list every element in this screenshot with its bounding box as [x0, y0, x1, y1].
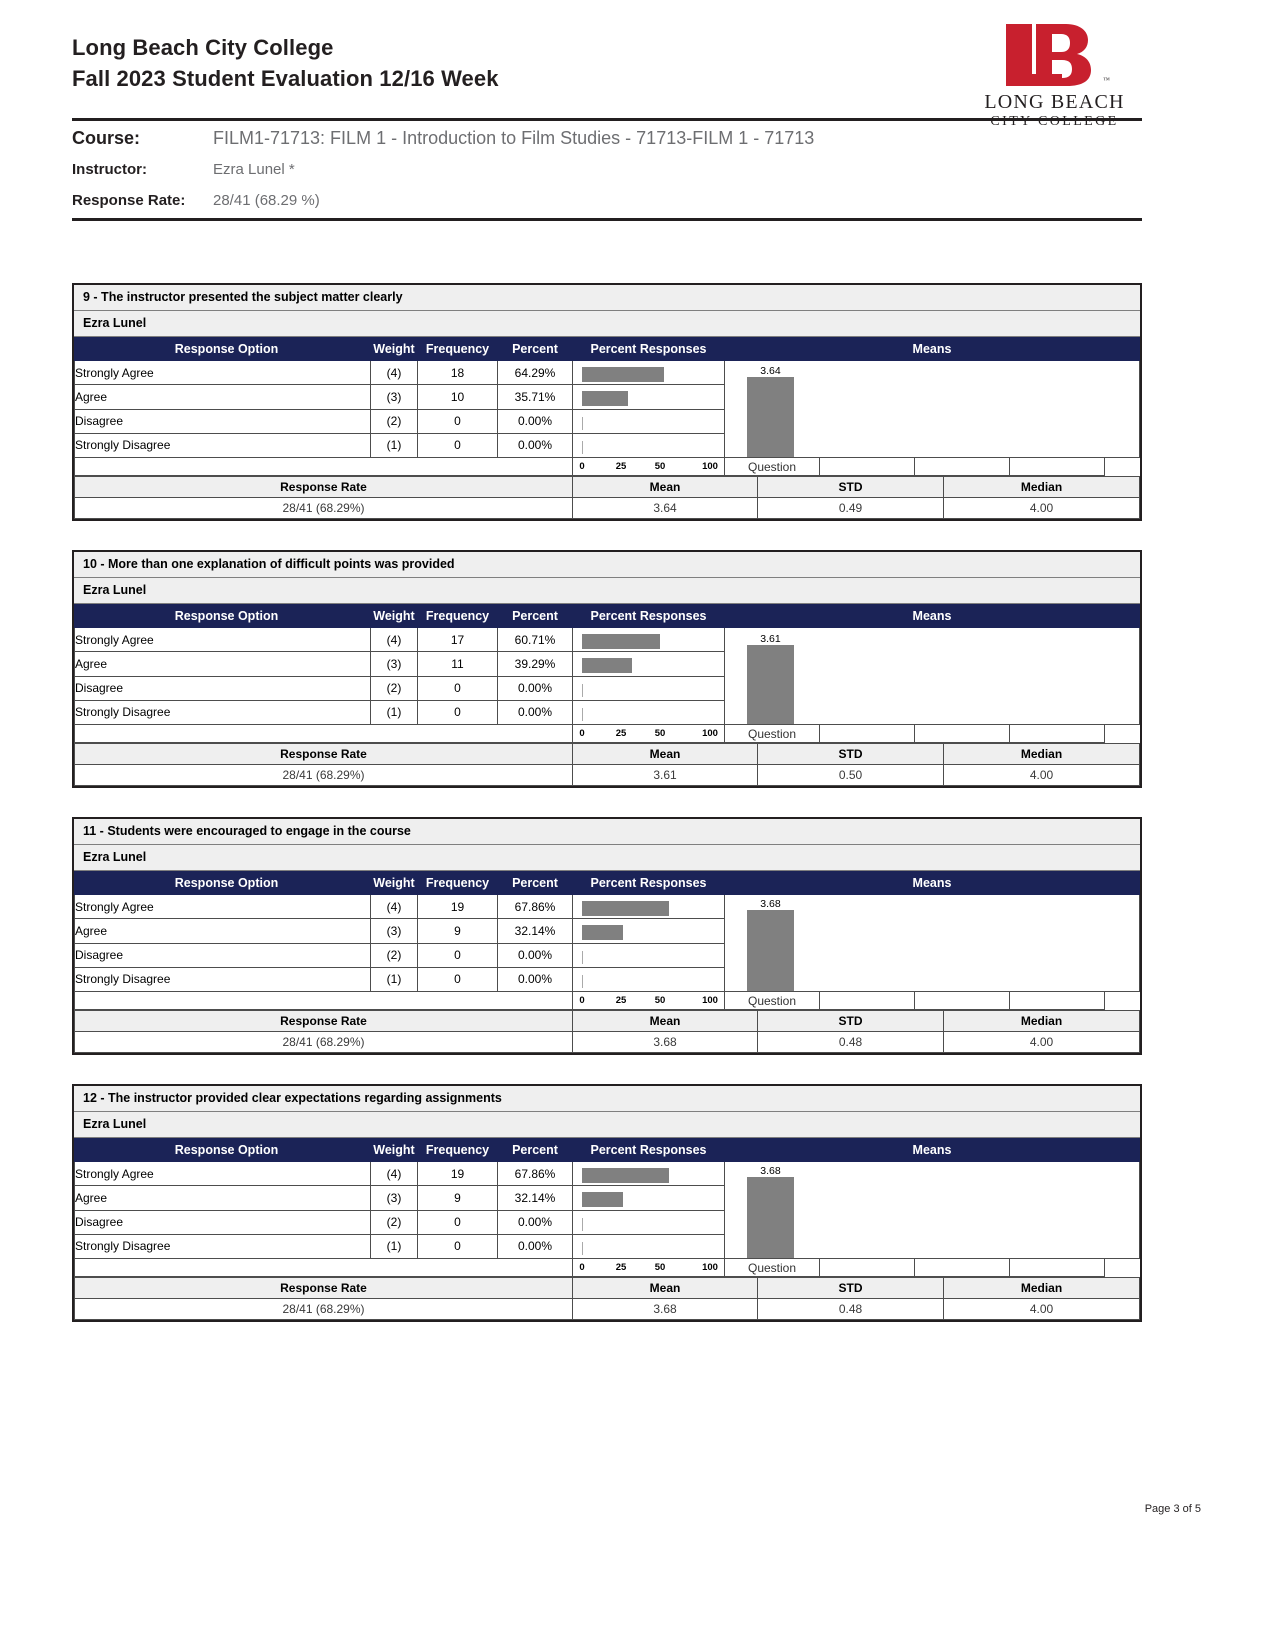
col-header-percent-responses: Percent Responses: [573, 872, 725, 895]
summary-values-row: [75, 1299, 1140, 1320]
axis-tick-25: 25: [615, 995, 627, 1006]
col-header-means: Means: [725, 872, 1140, 895]
means-axis-empty-cell: [820, 992, 915, 1010]
cell-weight: (2): [371, 943, 418, 967]
col-header-percent-responses: Percent Responses: [573, 338, 725, 361]
percent-response-bar: [582, 391, 628, 406]
summary-value-std: 0.49: [758, 498, 944, 519]
summary-header-std: STD: [758, 1278, 944, 1299]
cell-percent: 0.00%: [498, 1210, 573, 1234]
means-axis-empty-cell: [915, 1259, 1010, 1277]
cell-percent: 0.00%: [498, 967, 573, 991]
percent-response-bar: [582, 975, 583, 988]
means-axis-question-label: Question: [725, 1259, 820, 1277]
axis-tick-100: 100: [702, 995, 718, 1006]
cell-response-option: Disagree: [75, 1210, 371, 1234]
summary-header-std: STD: [758, 1011, 944, 1032]
means-axis-empty-cell: [820, 1259, 915, 1277]
means-chart-cell: [725, 1162, 1140, 1259]
cell-percent: 35.71%: [498, 385, 573, 409]
table-row: [75, 895, 1140, 919]
report-title: Fall 2023 Student Evaluation 12/16 Week: [72, 66, 499, 91]
summary-header-mean: Mean: [573, 1011, 758, 1032]
mean-value-bar: [747, 645, 794, 724]
cell-weight: (3): [371, 919, 418, 943]
course-label: Course:: [72, 128, 141, 148]
summary-value-mean: 3.68: [573, 1299, 758, 1320]
cell-frequency: 9: [418, 919, 498, 943]
col-header-frequency: Frequency: [418, 338, 498, 361]
percent-response-bar: [582, 634, 660, 649]
question-title: 9 - The instructor presented the subject matter clearly: [74, 285, 1140, 311]
axis-tick-50: 50: [654, 461, 666, 472]
col-header-frequency: Frequency: [418, 872, 498, 895]
response-rate-label: Response Rate:: [72, 192, 186, 209]
percent-response-bar-cell: [573, 361, 725, 385]
axis-tick-0: 0: [579, 995, 585, 1006]
cell-frequency: 0: [418, 943, 498, 967]
summary-value-mean: 3.61: [573, 765, 758, 786]
cell-weight: (3): [371, 1186, 418, 1210]
percent-response-bar: [582, 441, 583, 454]
table-header-row: [75, 338, 1140, 361]
logo-text-city-college: CITY COLLEGE: [990, 114, 1119, 129]
cell-response-option: Strongly Agree: [75, 361, 371, 385]
percent-response-bar: [582, 1168, 669, 1183]
cell-weight: (4): [371, 1162, 418, 1186]
question-title: 11 - Students were encouraged to engage in the course: [74, 819, 1140, 845]
header-divider-top: [72, 118, 1142, 121]
percent-response-bar: [582, 1192, 623, 1207]
summary-value-mean: 3.64: [573, 498, 758, 519]
chart-axis-row: [75, 725, 1140, 743]
table-header-row: [75, 1139, 1140, 1162]
axis-spacer: [75, 992, 573, 1010]
cell-weight: (1): [371, 967, 418, 991]
summary-value-response-rate: 28/41 (68.29%): [75, 1299, 573, 1320]
course-row: [72, 128, 1142, 161]
means-axis-empty-cell: [915, 725, 1010, 743]
cell-response-option: Disagree: [75, 676, 371, 700]
col-header-response-option: Response Option: [75, 872, 371, 895]
col-header-weight: Weight: [371, 872, 418, 895]
summary-table: [74, 743, 1140, 786]
cell-frequency: 19: [418, 895, 498, 919]
summary-value-std: 0.50: [758, 765, 944, 786]
chart-axis-row: [75, 992, 1140, 1010]
cell-response-option: Agree: [75, 652, 371, 676]
summary-header-response-rate: Response Rate: [75, 477, 573, 498]
summary-header-row: [75, 744, 1140, 765]
percent-response-bar: [582, 925, 623, 940]
means-axis-question-label: Question: [725, 458, 820, 476]
col-header-weight: Weight: [371, 605, 418, 628]
means-axis-empty-cell: [915, 992, 1010, 1010]
percent-response-bar-cell: [573, 433, 725, 457]
summary-table: [74, 1277, 1140, 1320]
axis-spacer: [75, 725, 573, 743]
means-axis-empty-cell: [820, 458, 915, 476]
summary-value-median: 4.00: [944, 1032, 1140, 1053]
mean-value-bar: [747, 910, 794, 991]
percent-response-bar-cell: [573, 895, 725, 919]
axis-tick-100: 100: [702, 1262, 718, 1273]
axis-tick-50: 50: [654, 728, 666, 739]
mean-value-label: 3.68: [760, 1165, 781, 1178]
cell-percent: 67.86%: [498, 895, 573, 919]
summary-value-mean: 3.68: [573, 1032, 758, 1053]
col-header-means: Means: [725, 338, 1140, 361]
question-blocks: [72, 283, 1142, 1351]
question-instructor-name: Ezra Lunel: [74, 845, 1140, 871]
summary-header-mean: Mean: [573, 1278, 758, 1299]
summary-value-response-rate: 28/41 (68.29%): [75, 498, 573, 519]
percent-response-bar: [582, 1242, 583, 1255]
table-row: [75, 361, 1140, 385]
cell-response-option: Strongly Agree: [75, 1162, 371, 1186]
col-header-percent: Percent: [498, 338, 573, 361]
mean-value-bar: [747, 377, 794, 457]
cell-weight: (4): [371, 895, 418, 919]
percent-response-bar: [582, 951, 583, 964]
summary-header-mean: Mean: [573, 744, 758, 765]
cell-weight: (1): [371, 1234, 418, 1258]
summary-header-row: [75, 1278, 1140, 1299]
percent-response-bar-cell: [573, 943, 725, 967]
axis-tick-50: 50: [654, 995, 666, 1006]
summary-header-response-rate: Response Rate: [75, 1278, 573, 1299]
col-header-frequency: Frequency: [418, 1139, 498, 1162]
axis-tick-25: 25: [615, 1262, 627, 1273]
cell-frequency: 0: [418, 967, 498, 991]
col-header-response-option: Response Option: [75, 338, 371, 361]
course-value: FILM1-71713: FILM 1 - Introduction to Film Studies - 71713-FILM 1 - 71713: [213, 128, 815, 148]
col-header-response-option: Response Option: [75, 1139, 371, 1162]
question-block: [72, 283, 1142, 521]
percent-response-bar: [582, 684, 583, 697]
percent-response-bar-cell: [573, 628, 725, 652]
percent-response-bar-cell: [573, 1162, 725, 1186]
instructor-row: [72, 161, 1142, 192]
cell-frequency: 18: [418, 361, 498, 385]
summary-header-median: Median: [944, 1278, 1140, 1299]
cell-frequency: 17: [418, 628, 498, 652]
cell-frequency: 0: [418, 676, 498, 700]
col-header-means: Means: [725, 1139, 1140, 1162]
cell-frequency: 11: [418, 652, 498, 676]
cell-percent: 0.00%: [498, 1234, 573, 1258]
table-row: [75, 1162, 1140, 1186]
cell-response-option: Strongly Agree: [75, 895, 371, 919]
percent-response-bar: [582, 658, 632, 673]
cell-weight: (4): [371, 361, 418, 385]
cell-weight: (2): [371, 409, 418, 433]
question-title: 10 - More than one explanation of difficult points was provided: [74, 552, 1140, 578]
means-chart-cell: [725, 361, 1140, 458]
cell-frequency: 19: [418, 1162, 498, 1186]
col-header-percent-responses: Percent Responses: [573, 1139, 725, 1162]
means-axis-question-label: Question: [725, 992, 820, 1010]
axis-tick-25: 25: [615, 728, 627, 739]
instructor-value: Ezra Lunel *: [213, 161, 295, 178]
means-axis-empty-cell: [1010, 1259, 1105, 1277]
axis-tick-50: 50: [654, 1262, 666, 1273]
percent-response-bar-cell: [573, 1234, 725, 1258]
course-meta: [72, 128, 1142, 223]
percent-response-bar: [582, 417, 583, 430]
percent-response-bar-cell: [573, 652, 725, 676]
col-header-percent-responses: Percent Responses: [573, 605, 725, 628]
summary-header-response-rate: Response Rate: [75, 744, 573, 765]
lbcc-logo: [967, 24, 1142, 130]
question-title: 12 - The instructor provided clear expectations regarding assignments: [74, 1086, 1140, 1112]
cell-response-option: Disagree: [75, 409, 371, 433]
question-block: [72, 1084, 1142, 1322]
summary-values-row: [75, 498, 1140, 519]
mean-value-label: 3.64: [760, 364, 781, 377]
means-axis-empty-cell: [1010, 992, 1105, 1010]
cell-percent: 0.00%: [498, 943, 573, 967]
response-rate-value: 28/41 (68.29 %): [213, 192, 320, 209]
summary-header-row: [75, 477, 1140, 498]
header-divider-bottom: [72, 218, 1142, 221]
cell-weight: (3): [371, 385, 418, 409]
cell-weight: (2): [371, 676, 418, 700]
means-axis-empty-cell: [1010, 725, 1105, 743]
response-table: [74, 1138, 1140, 1277]
response-table: [74, 871, 1140, 1010]
mean-value-bar: [747, 1177, 794, 1258]
percent-axis-ticks: [573, 1259, 725, 1277]
cell-frequency: 10: [418, 385, 498, 409]
cell-percent: 0.00%: [498, 433, 573, 457]
summary-value-response-rate: 28/41 (68.29%): [75, 765, 573, 786]
summary-header-response-rate: Response Rate: [75, 1011, 573, 1032]
summary-header-std: STD: [758, 477, 944, 498]
summary-values-row: [75, 1032, 1140, 1053]
col-header-weight: Weight: [371, 338, 418, 361]
percent-axis-ticks: [573, 725, 725, 743]
svg-text:™: ™: [1102, 76, 1110, 84]
col-header-weight: Weight: [371, 1139, 418, 1162]
cell-weight: (4): [371, 628, 418, 652]
cell-response-option: Strongly Disagree: [75, 433, 371, 457]
cell-percent: 39.29%: [498, 652, 573, 676]
cell-weight: (2): [371, 1210, 418, 1234]
instructor-label: Instructor:: [72, 161, 147, 178]
percent-axis-ticks: [573, 992, 725, 1010]
summary-header-std: STD: [758, 744, 944, 765]
summary-value-response-rate: 28/41 (68.29%): [75, 1032, 573, 1053]
cell-response-option: Strongly Disagree: [75, 967, 371, 991]
means-axis-question-label: Question: [725, 725, 820, 743]
chart-axis-row: [75, 458, 1140, 476]
question-block: [72, 550, 1142, 788]
question-block: [72, 817, 1142, 1055]
cell-response-option: Strongly Agree: [75, 628, 371, 652]
means-chart-cell: [725, 895, 1140, 992]
cell-weight: (3): [371, 652, 418, 676]
cell-weight: (1): [371, 700, 418, 724]
summary-header-median: Median: [944, 477, 1140, 498]
question-instructor-name: Ezra Lunel: [74, 311, 1140, 337]
summary-header-median: Median: [944, 1011, 1140, 1032]
col-header-means: Means: [725, 605, 1140, 628]
cell-response-option: Agree: [75, 385, 371, 409]
cell-response-option: Disagree: [75, 943, 371, 967]
percent-response-bar: [582, 708, 583, 721]
axis-spacer: [75, 458, 573, 476]
axis-tick-25: 25: [615, 461, 627, 472]
percent-response-bar-cell: [573, 409, 725, 433]
summary-values-row: [75, 765, 1140, 786]
means-axis-empty-cell: [820, 725, 915, 743]
percent-response-bar: [582, 1218, 583, 1231]
page-footer: Page 3 of 5: [1144, 1503, 1201, 1515]
summary-table: [74, 476, 1140, 519]
axis-spacer: [75, 1259, 573, 1277]
cell-percent: 0.00%: [498, 700, 573, 724]
institution-name: Long Beach City College: [72, 35, 334, 60]
lb-monogram-icon: [967, 24, 1142, 88]
cell-percent: 64.29%: [498, 361, 573, 385]
table-header-row: [75, 605, 1140, 628]
cell-percent: 0.00%: [498, 676, 573, 700]
summary-value-std: 0.48: [758, 1299, 944, 1320]
axis-tick-100: 100: [702, 461, 718, 472]
axis-tick-0: 0: [579, 461, 585, 472]
mean-value-label: 3.61: [760, 632, 781, 645]
percent-response-bar-cell: [573, 385, 725, 409]
cell-frequency: 0: [418, 1234, 498, 1258]
cell-frequency: 0: [418, 1210, 498, 1234]
percent-response-bar-cell: [573, 700, 725, 724]
cell-frequency: 9: [418, 1186, 498, 1210]
axis-tick-0: 0: [579, 1262, 585, 1273]
question-instructor-name: Ezra Lunel: [74, 1112, 1140, 1138]
cell-percent: 0.00%: [498, 409, 573, 433]
cell-weight: (1): [371, 433, 418, 457]
cell-frequency: 0: [418, 700, 498, 724]
col-header-percent: Percent: [498, 872, 573, 895]
cell-percent: 60.71%: [498, 628, 573, 652]
response-table: [74, 604, 1140, 743]
summary-value-std: 0.48: [758, 1032, 944, 1053]
means-chart-cell: [725, 628, 1140, 725]
col-header-percent: Percent: [498, 1139, 573, 1162]
logo-text-long-beach: LONG BEACH: [984, 91, 1125, 113]
cell-response-option: Strongly Disagree: [75, 700, 371, 724]
percent-response-bar-cell: [573, 676, 725, 700]
table-row: [75, 628, 1140, 652]
cell-response-option: Agree: [75, 1186, 371, 1210]
cell-response-option: Strongly Disagree: [75, 1234, 371, 1258]
axis-tick-100: 100: [702, 728, 718, 739]
cell-frequency: 0: [418, 409, 498, 433]
mean-value-label: 3.68: [760, 898, 781, 911]
col-header-response-option: Response Option: [75, 605, 371, 628]
summary-header-median: Median: [944, 744, 1140, 765]
means-axis-empty-cell: [1010, 458, 1105, 476]
percent-response-bar-cell: [573, 919, 725, 943]
cell-percent: 67.86%: [498, 1162, 573, 1186]
cell-response-option: Agree: [75, 919, 371, 943]
percent-response-bar: [582, 901, 669, 916]
percent-response-bar: [582, 367, 664, 382]
axis-tick-0: 0: [579, 728, 585, 739]
percent-response-bar-cell: [573, 1186, 725, 1210]
summary-table: [74, 1010, 1140, 1053]
col-header-frequency: Frequency: [418, 605, 498, 628]
percent-axis-ticks: [573, 458, 725, 476]
chart-axis-row: [75, 1259, 1140, 1277]
means-axis-empty-cell: [915, 458, 1010, 476]
cell-percent: 32.14%: [498, 919, 573, 943]
summary-header-mean: Mean: [573, 477, 758, 498]
summary-value-median: 4.00: [944, 498, 1140, 519]
summary-header-row: [75, 1011, 1140, 1032]
summary-value-median: 4.00: [944, 765, 1140, 786]
question-instructor-name: Ezra Lunel: [74, 578, 1140, 604]
col-header-percent: Percent: [498, 605, 573, 628]
cell-percent: 32.14%: [498, 1186, 573, 1210]
percent-response-bar-cell: [573, 967, 725, 991]
response-table: [74, 337, 1140, 476]
summary-value-median: 4.00: [944, 1299, 1140, 1320]
percent-response-bar-cell: [573, 1210, 725, 1234]
header-titles: [72, 32, 499, 94]
table-header-row: [75, 872, 1140, 895]
cell-frequency: 0: [418, 433, 498, 457]
